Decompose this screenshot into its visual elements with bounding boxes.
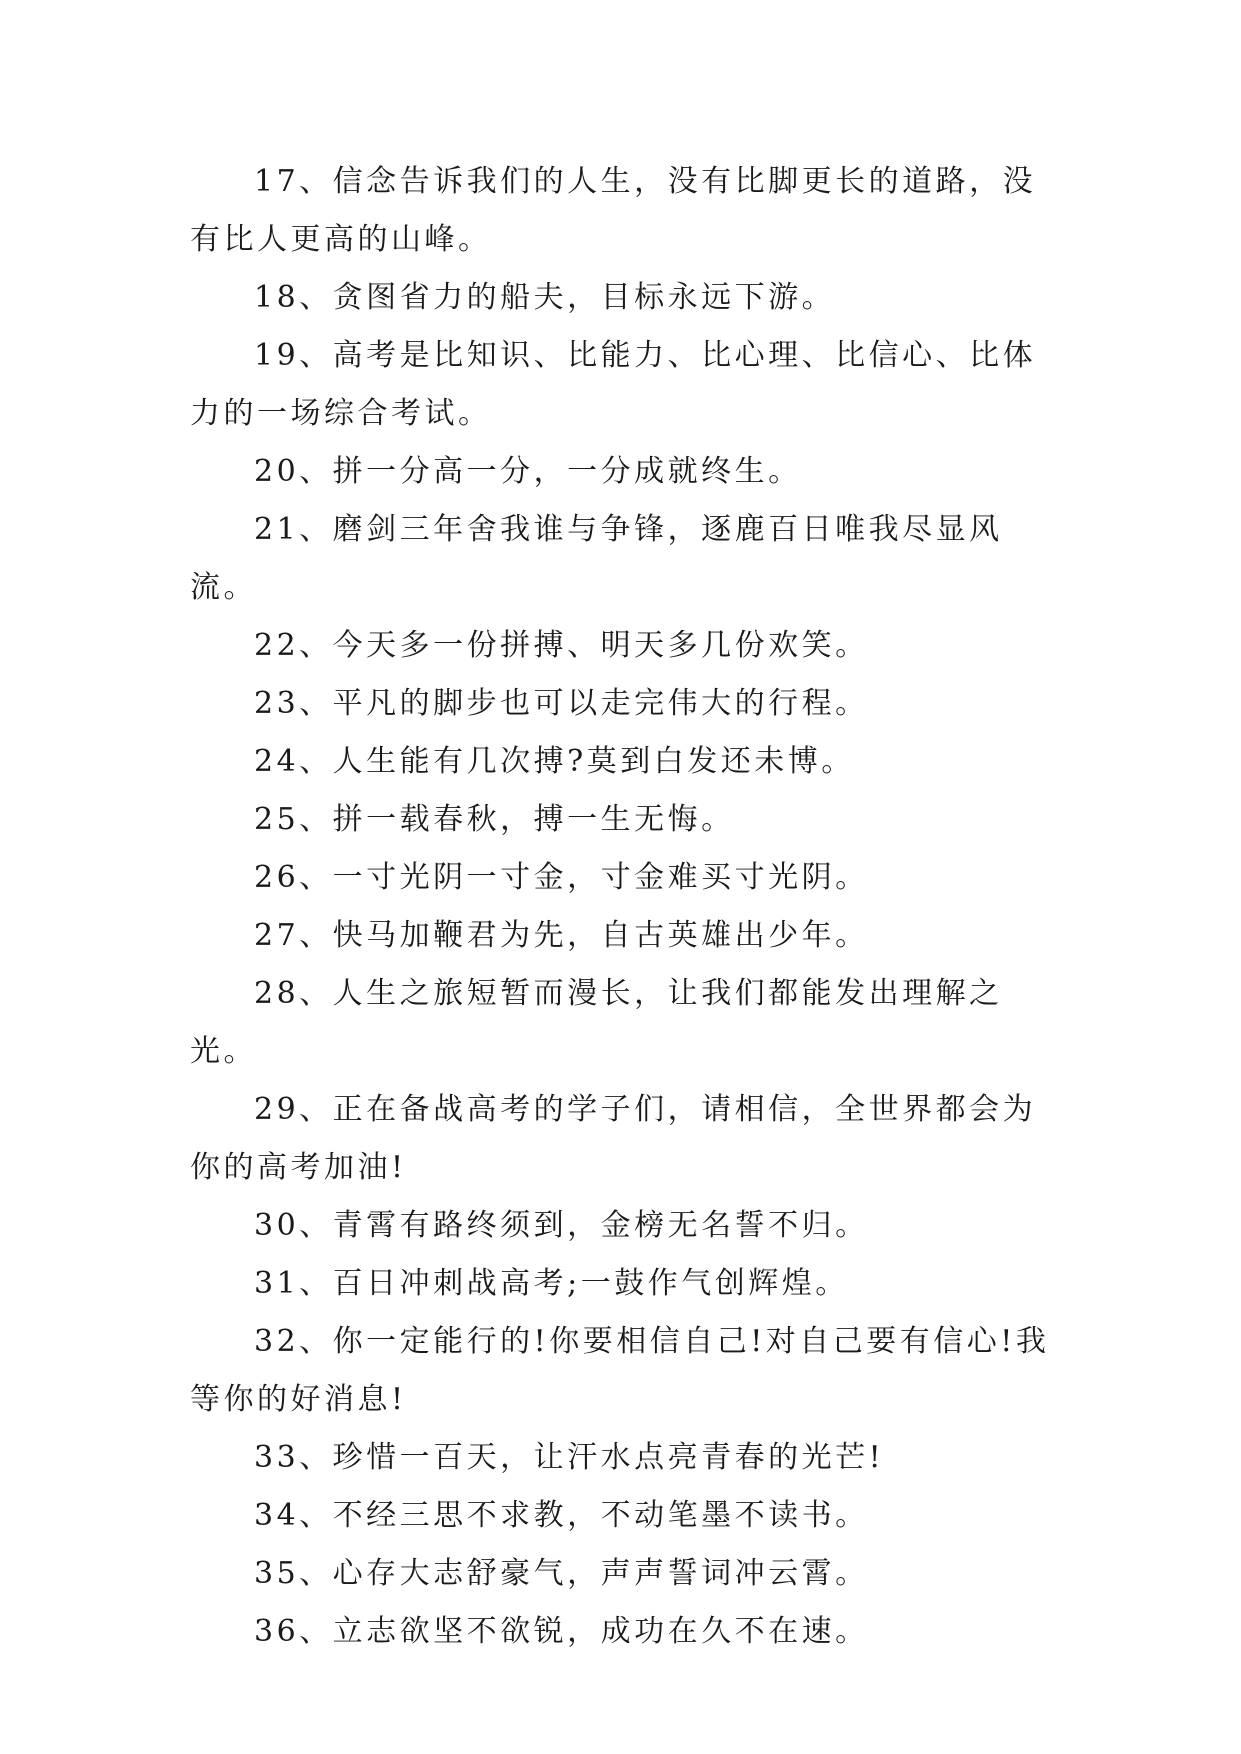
- quote-paragraph: 26、一寸光阴一寸金，寸金难买寸光阴。: [254, 860, 869, 895]
- quote-paragraph: 25、拼一载春秋，搏一生无悔。: [254, 802, 735, 837]
- quote-paragraph: 29、正在备战高考的学子们，请相信，全世界都会为你的高考加油!: [190, 1092, 1037, 1185]
- quote-paragraph: 20、拼一分高一分，一分成就终生。: [254, 454, 802, 489]
- quote-paragraph: 30、青霄有路终须到，金榜无名誓不归。: [254, 1208, 869, 1243]
- quote-paragraph: 36、立志欲坚不欲锐，成功在久不在速。: [254, 1614, 869, 1649]
- quote-paragraph: 24、人生能有几次搏?莫到白发还未博。: [254, 744, 855, 779]
- quote-paragraph: 27、快马加鞭君为先，自古英雄出少年。: [254, 918, 869, 953]
- quote-paragraph: 18、贪图省力的船夫，目标永远下游。: [254, 280, 836, 315]
- quote-paragraph: 22、今天多一份拼搏、明天多几份欢笑。: [254, 628, 869, 663]
- document-body: [190, 153, 1050, 1661]
- quote-paragraph: 28、人生之旅短暂而漫长，让我们都能发出理解之光。: [190, 976, 1003, 1069]
- quote-paragraph: 17、信念告诉我们的人生，没有比脚更长的道路，没有比人更高的山峰。: [190, 164, 1037, 257]
- quote-paragraph: 19、高考是比知识、比能力、比心理、比信心、比体力的一场综合考试。: [190, 338, 1037, 431]
- quote-paragraph: 32、你一定能行的!你要相信自己!对自己要有信心!我等你的好消息!: [190, 1324, 1050, 1417]
- quote-paragraph: 21、磨剑三年舍我谁与争锋，逐鹿百日唯我尽显风流。: [190, 512, 1003, 605]
- quote-paragraph: 23、平凡的脚步也可以走完伟大的行程。: [254, 686, 869, 721]
- quote-paragraph: 34、不经三思不求教，不动笔墨不读书。: [254, 1498, 869, 1533]
- quote-paragraph: 33、珍惜一百天，让汗水点亮青春的光芒!: [254, 1440, 885, 1475]
- quote-paragraph: 31、百日冲刺战高考;一鼓作气创辉煌。: [254, 1266, 849, 1301]
- quote-paragraph: 35、心存大志舒豪气，声声誓词冲云霄。: [254, 1556, 869, 1591]
